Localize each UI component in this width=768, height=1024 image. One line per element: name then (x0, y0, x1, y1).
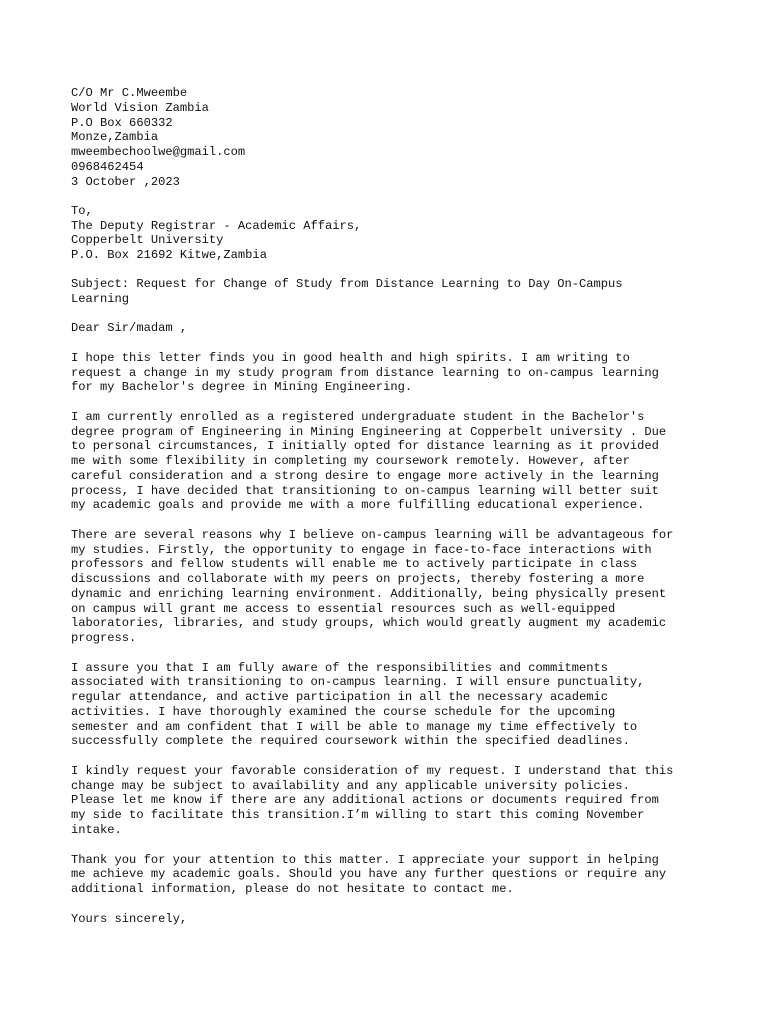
body-paragraph: Thank you for your attention to this matter. I appreciate your support in helping me achieve my academic goals. Should you have any further questions or require any additional information, please do not hesitate to contact me. (71, 852, 667, 897)
salutation: Dear Sir/madam , (71, 321, 188, 336)
body-paragraph: I hope this letter finds you in good health and high spirits. I am writing to request a change in my study program from distance learning to on-campus learning for my Bachelor's degree in Mining Engineering. (71, 350, 659, 395)
recipient-line: P.O. Box 21692 Kitwe,Zambia (71, 248, 267, 262)
sender-phone: 0968462454 (71, 159, 144, 174)
body-paragraph: I kindly request your favorable consideration of my request. I understand that this change may be subject to availability and any applicable university policies. Please let me know if there are any additional actions or documents required from my side to facilitate this transition.I’m willing to start this coming November intake. (71, 763, 674, 837)
subject-line (71, 277, 711, 307)
letter-date: 3 October ,2023 (71, 174, 180, 189)
sender-line: C/O Mr C.Mweembe (71, 86, 188, 100)
recipient-line: To, (71, 203, 93, 218)
subject-text: Subject: Request for Change of Study from Distance Learning to Day On-Campus (71, 277, 623, 292)
sender-line: World Vision Zambia (71, 100, 209, 115)
sender-address (71, 86, 711, 189)
body-paragraph: I assure you that I am fully aware of the responsibilities and commitments associated with transitioning to on-campus learning. I will ensure punctuality, regular attendance, and active participation in all the necessary academic activities. I have thoroughly examined the course schedule for the upcoming semester and am confident that I will be able to manage my time effectively to successfully complete the required coursework within the specified deadlines. (71, 660, 645, 749)
recipient-line: The Deputy Registrar - Academic Affairs, (71, 218, 362, 233)
recipient-line: Copperbelt University (71, 233, 224, 248)
subject-text: Learning (71, 292, 130, 306)
sender-line: Monze,Zambia (71, 130, 159, 145)
recipient-address (71, 204, 711, 263)
body-paragraph: I am currently enrolled as a registered undergraduate student in the Bachelor's degree program of Engineering in Mining Engineering at Copperbelt university . Due to personal circumstances, I initially opted for distance learning as it provided me with some flexibility in completing my coursework remotely. However, after careful consideration and a strong desire to engage more actively in the learning process, I have decided that transitioning to on-campus learning will better suit my academic goals and provide me with a more fulfilling educational experience. (71, 409, 667, 513)
letter-page (71, 86, 711, 941)
sender-line: P.O Box 660332 (71, 115, 173, 130)
closing: Yours sincerely, (71, 911, 188, 926)
sender-email: mweembechoolwe@gmail.com (71, 145, 246, 159)
body-paragraph: There are several reasons why I believe on-campus learning will be advantageous for my studies. Firstly, the opportunity to engage in face-to-face interactions with professors and fellow students will enable me to actively participate in class discussions and collaborate with my peers on projects, thereby fostering a more dynamic and enriching learning environment. Additionally, being physically present on campus will grant me access to essential resources such as well-equipped laboratories, libraries, and study groups, which would greatly augment my academic progress. (71, 527, 674, 646)
